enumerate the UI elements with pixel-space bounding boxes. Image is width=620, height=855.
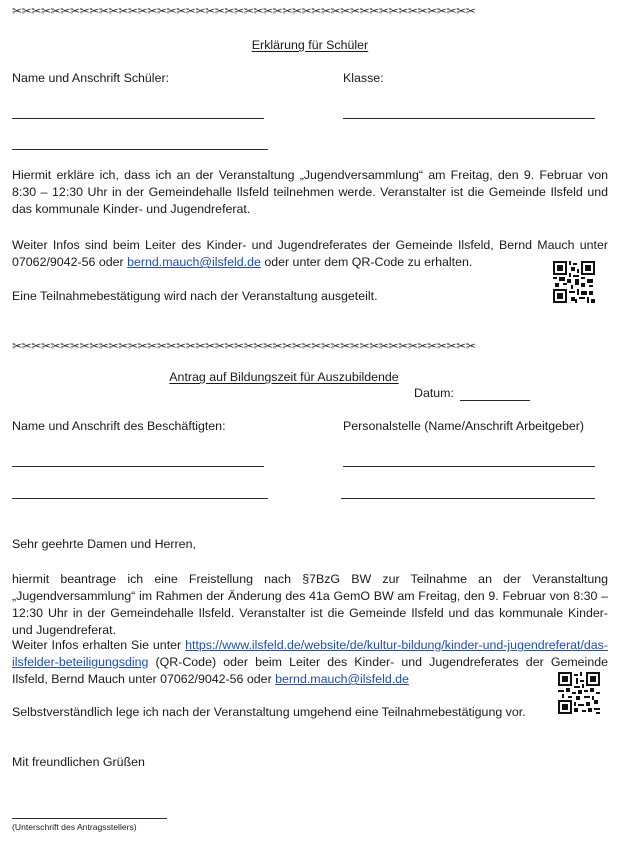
student-name-label: Name und Anschrift Schüler:: [12, 71, 170, 85]
employee-line-1[interactable]: [12, 466, 264, 467]
section1-info-suffix: oder unter dem QR-Code zu erhalten.: [260, 255, 473, 269]
qr-code-icon: [558, 672, 600, 714]
section2-url-link[interactable]: https://www.ilsfeld.de/website/de/kultur-bildung/kinder-und-jugendreferat/das-ilsfelder-beteiligungsding: [12, 638, 608, 669]
section1-info-prefix: Weiter Infos sind beim Leiter des Kinder- und Jugendreferates der Gemeinde Ilsfeld, Bernd Mauch unter 07062/9042-56 oder: [12, 238, 608, 269]
closing: Mit freundlichen Grüßen: [12, 755, 145, 769]
employer-line-2[interactable]: [341, 498, 595, 499]
class-label: Klasse:: [343, 71, 384, 85]
scissors-cut-line-middle: ✂✂✂✂✂✂✂✂✂✂✂✂✂✂✂✂✂✂✂✂✂✂✂✂✂✂✂✂✂✂✂✂✂✂✂✂✂✂✂✂✂✂✂✂✂✂✂✂: [12, 339, 476, 353]
employee-label: Name und Anschrift des Beschäftigten:: [12, 419, 226, 433]
date-line[interactable]: [460, 400, 530, 401]
scissors-cut-line-top: ✂✂✂✂✂✂✂✂✂✂✂✂✂✂✂✂✂✂✂✂✂✂✂✂✂✂✂✂✂✂✂✂✂✂✂✂✂✂✂✂✂✂✂✂✂✂✂✂: [12, 4, 476, 18]
section2-title: [0, 370, 568, 384]
section2-info-prefix: Weiter Infos erhalten Sie unter: [12, 638, 186, 652]
section1-title: [0, 38, 620, 52]
section2-email-link[interactable]: bernd.mauch@ilsfeld.de: [275, 672, 409, 686]
employer-line-1[interactable]: [343, 466, 595, 467]
section1-title-text: Erklärung für Schüler: [251, 38, 369, 52]
employer-label: Personalstelle (Name/Anschrift Arbeitgeber): [343, 419, 585, 433]
date-label: Datum:: [414, 386, 454, 400]
student-name-line-2[interactable]: [12, 149, 268, 150]
section2-info: [12, 637, 608, 688]
qr-code-icon: [553, 261, 595, 303]
section1-confirmation: Eine Teilnahmebestätigung wird nach der Veranstaltung ausgeteilt.: [12, 289, 378, 303]
section1-email-link[interactable]: bernd.mauch@ilsfeld.de: [127, 255, 261, 269]
student-name-line-1[interactable]: [12, 118, 264, 119]
section1-info: [12, 237, 608, 271]
signature-line[interactable]: [12, 818, 167, 819]
section2-info-middle: (QR-Code) oder beim Leiter des Kinder- und Jugendreferates der Gemeinde Ilsfeld, Bernd Mauch unter 07062/9042-56 oder: [12, 655, 608, 686]
class-line[interactable]: [343, 118, 595, 119]
employee-line-2[interactable]: [12, 498, 268, 499]
signature-label: (Unterschrift des Antragsstellers): [12, 822, 137, 832]
section2-request: hiermit beantrage ich eine Freistellung nach §7BzG BW zur Teilnahme an der Veranstaltung „Jugendversammlung“ im Rahmen der Änderung des 41a GemO BW am Freitag, den 9. Februar von 8:30 – 12:30 Uhr in der Gemeindehalle Ilsfeld. Veranstalter ist die Gemeinde Ilsfeld und das kommunale Kinder- und Jugendreferat.: [12, 572, 608, 637]
section2-confirmation: Selbstverständlich lege ich nach der Veranstaltung umgehend eine Teilnahmebestätigung vor.: [12, 705, 526, 719]
salutation: Sehr geehrte Damen und Herren,: [12, 537, 196, 551]
section2-title-text: Antrag auf Bildungszeit für Auszubildende: [169, 370, 399, 384]
section1-declaration: Hiermit erkläre ich, dass ich an der Veranstaltung „Jugendversammlung“ am Freitag, den 9. Februar von 8:30 – 12:30 Uhr in der Gemeindehalle Ilsfeld teilnehmen werde. Veranstalter ist die Gemeinde Ilsfeld und das kommunale Kinder- und Jugendreferat.: [12, 168, 608, 216]
